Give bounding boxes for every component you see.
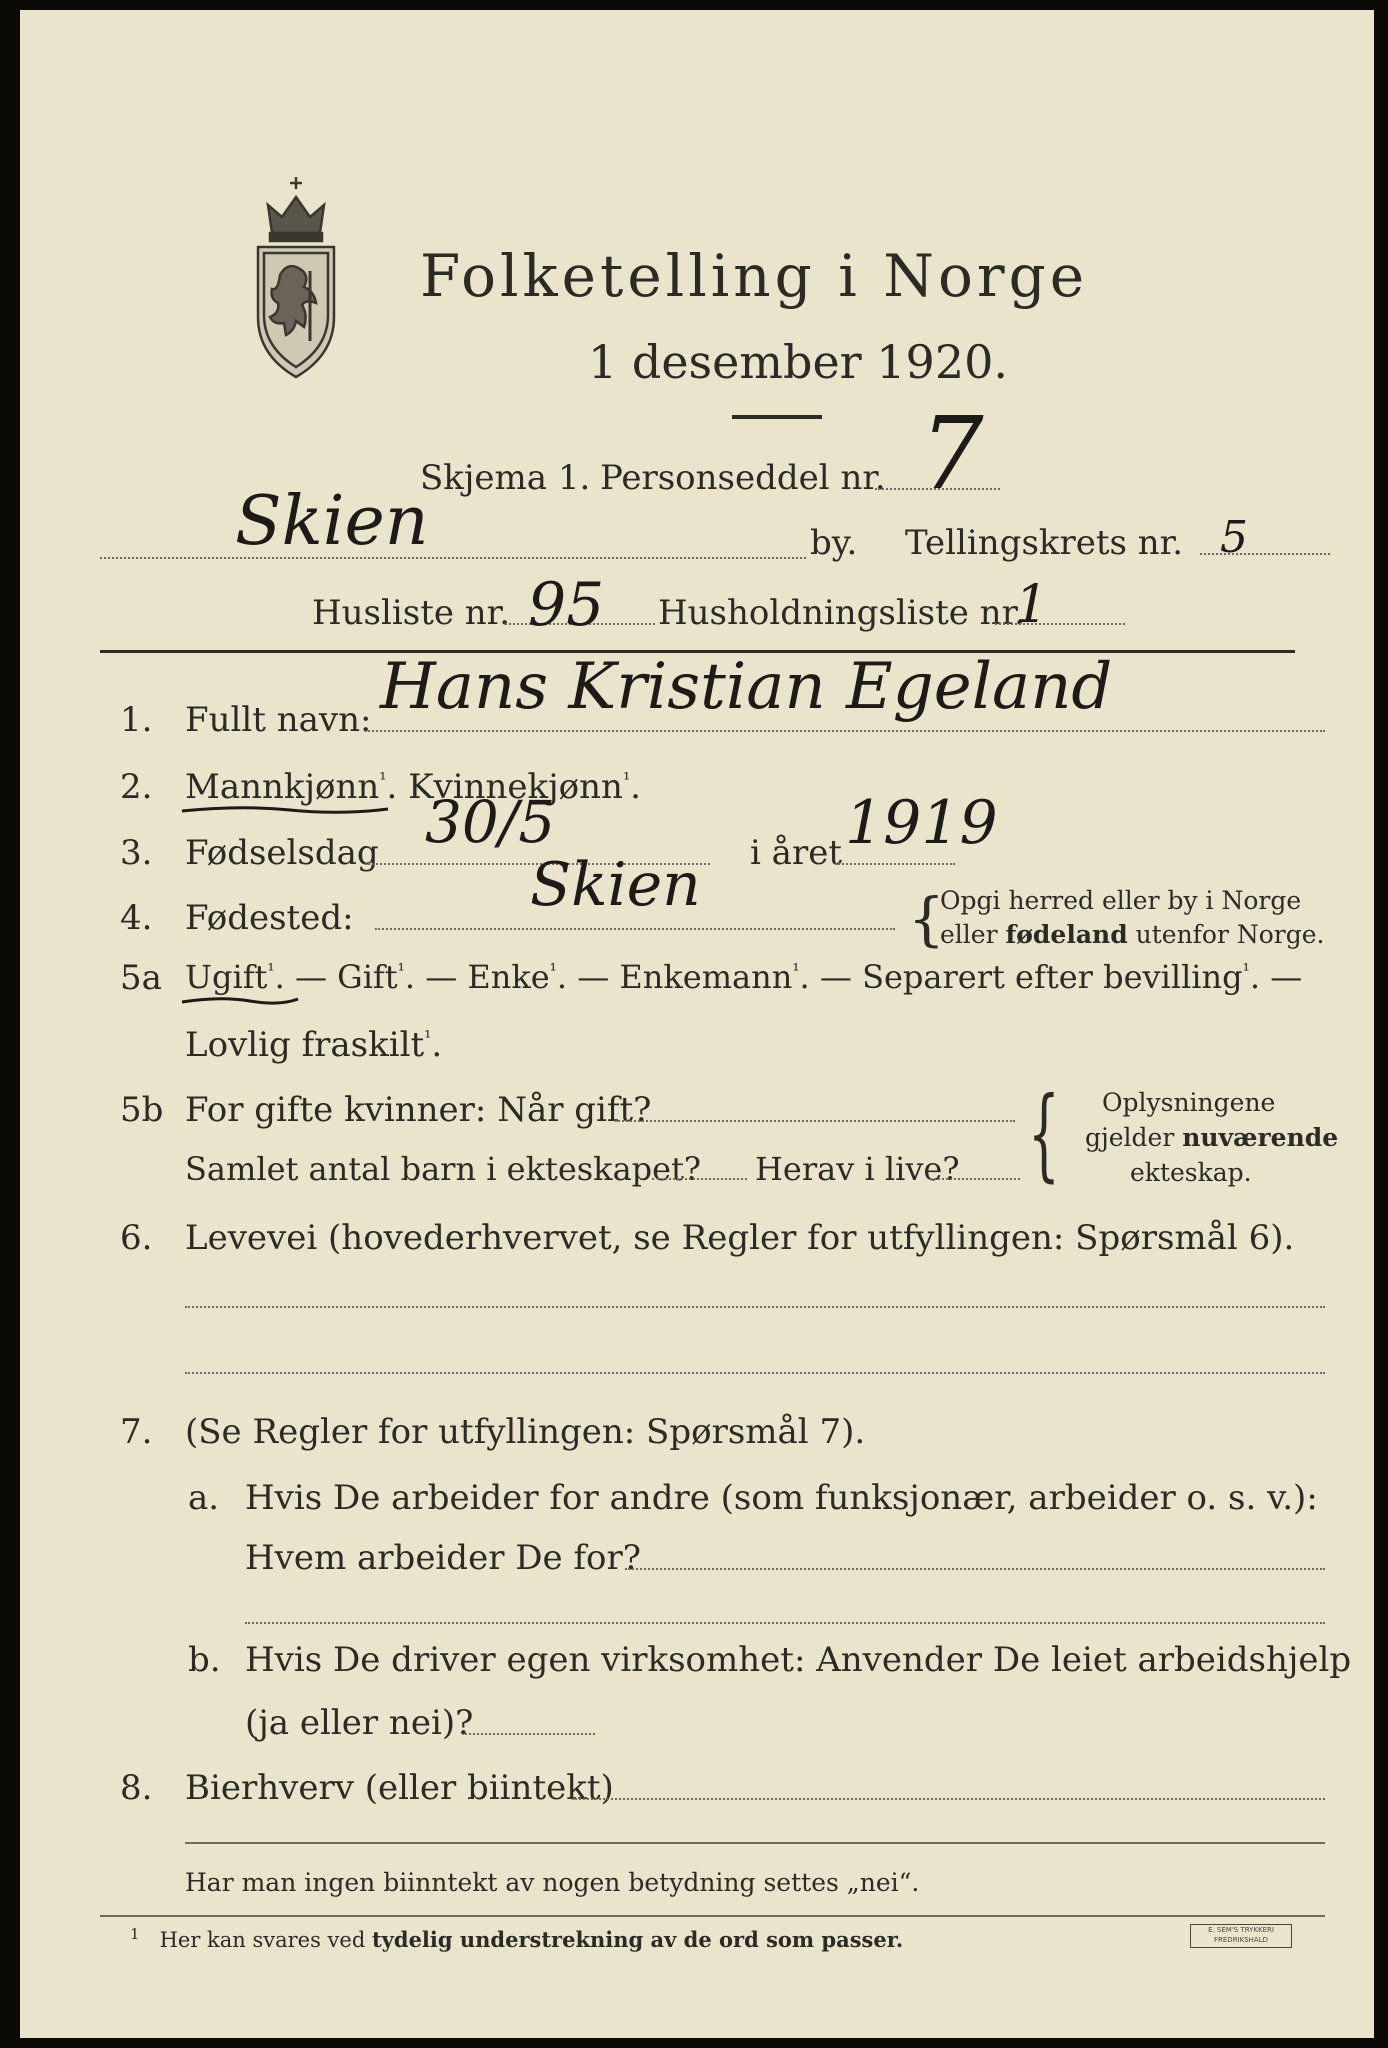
q5a-fraskilt-end: . — [431, 1025, 443, 1065]
q6-label: Levevei (hovederhvervet, se Regler for utfyllingen: Spørsmål 6). — [185, 1218, 1295, 1258]
q5a-option-0[interactable]: Ugift — [185, 958, 268, 996]
q8-label: Bierhverv (eller biintekt) — [185, 1768, 614, 1808]
footnote-pre: Her kan svares ved — [159, 1928, 366, 1952]
q3-number: 3. — [120, 833, 153, 873]
q7-number: 7. — [120, 1412, 153, 1452]
form-title: Folketelling i Norge — [420, 242, 1089, 310]
q5b-children-label: Samlet antal barn i ekteskapet? — [185, 1150, 702, 1188]
q5b-line1: For gifte kvinner: Når gift? — [185, 1090, 652, 1130]
q5a-option-mark-1: ¹ — [397, 960, 405, 982]
footer-rule — [185, 1842, 1325, 1844]
q6-answer-dotline-2 — [185, 1372, 1325, 1374]
tellingskrets-value: 5 — [1220, 512, 1248, 563]
personseddel-label: Personseddel nr. — [600, 458, 886, 498]
q4-note-post: utenfor Norge. — [1135, 920, 1325, 949]
q1-full-name-value: Hans Kristian Egeland — [380, 650, 1113, 724]
personseddel-value: 7 — [920, 395, 984, 512]
printer-line1: E. SEM'S TRYKKERI — [1208, 1926, 1274, 1934]
q8-number: 8. — [120, 1768, 153, 1808]
q3-birthday-value: 30/5 — [425, 788, 556, 856]
q7b-line1: Hvis De driver egen virksomhet: Anvender De leiet arbeidshjelp — [245, 1640, 1352, 1680]
q5a-option-mark-3: ¹ — [792, 960, 800, 982]
q2-female-mark: ¹ — [622, 769, 631, 791]
q5a-option-1[interactable]: . — Gift — [274, 958, 398, 996]
q5b-note-line2 — [1085, 1123, 1338, 1152]
q4-note-line1: Opgi herred eller by i Norge — [940, 886, 1302, 915]
q7b-line2: (ja eller nei)? — [245, 1703, 474, 1743]
q7b-dotline — [465, 1733, 595, 1735]
q4-dotline — [375, 928, 895, 930]
census-form-page — [20, 10, 1374, 2038]
q5a-option-mark-0: ¹ — [267, 960, 275, 982]
title-rule — [732, 415, 822, 419]
q2-separator: . — [386, 767, 398, 807]
q2-female-option[interactable]: Kvinnekjønn — [408, 767, 623, 807]
q7a-number: a. — [188, 1478, 220, 1518]
q5b-married-dotline — [615, 1120, 1015, 1122]
q7b-number: b. — [188, 1640, 221, 1680]
by-label: by. — [810, 523, 858, 563]
q5b-alive-dotline — [930, 1178, 1020, 1180]
q4-brace: { — [908, 885, 945, 953]
q7-label: (Se Regler for utfyllingen: Spørsmål 7). — [185, 1412, 866, 1452]
printer-stamp — [1190, 1924, 1292, 1948]
q5a-option-2[interactable]: . — Enke — [404, 958, 550, 996]
q7a-dotline-1 — [625, 1568, 1325, 1570]
q5b-note-bold: nuværende — [1182, 1123, 1339, 1152]
q7a-line1: Hvis De arbeider for andre (som funksjonær, arbeider o. s. v.): — [245, 1478, 1318, 1518]
q5a-number: 5a — [120, 958, 162, 998]
q2-male-mark: ¹ — [379, 769, 387, 791]
q2-end: . — [630, 767, 641, 807]
q1-dotline — [365, 730, 1325, 732]
q5a-option-5[interactable]: . — — [1249, 958, 1303, 996]
q6-number: 6. — [120, 1218, 153, 1258]
q5b-alive-label: Herav i live? — [755, 1150, 960, 1188]
q4-birthplace-value: Skien — [530, 850, 701, 920]
q5b-note-line3: ekteskap. — [1130, 1158, 1252, 1187]
footnote-bold: tydelig understrekning av de ord som passer. — [371, 1927, 904, 1952]
q5a-ugift-underline — [180, 994, 300, 1008]
footnote — [130, 1925, 903, 1952]
q8-dotline — [572, 1798, 1325, 1800]
husholdningsliste-label: Husholdningsliste nr. — [658, 593, 1025, 633]
q5a-fraskilt-mark: ¹ — [424, 1027, 432, 1049]
q5a-fraskilt-option[interactable]: Lovlig fraskilt — [185, 1025, 425, 1065]
q6-answer-dotline-1 — [185, 1306, 1325, 1308]
q4-note-bold: fødeland — [1005, 920, 1128, 949]
husliste-label: Husliste nr. — [312, 593, 511, 633]
tellingskrets-label: Tellingskrets nr. — [905, 523, 1184, 563]
q7a-dotline-2 — [245, 1622, 1325, 1624]
q3-year-dotline — [835, 863, 955, 865]
q5a-marital-options — [185, 958, 1302, 996]
q2-number: 2. — [120, 767, 153, 807]
census-date: 1 desember 1920. — [588, 335, 1008, 389]
q1-label: Fullt navn: — [185, 700, 372, 740]
q7a-line2: Hvem arbeider De for? — [245, 1538, 641, 1578]
city-value: Skien — [235, 482, 429, 561]
q5a-option-mark-4: ¹ — [1242, 960, 1250, 982]
q3-year-value: 1919 — [845, 788, 998, 858]
q4-label: Fødested: — [185, 898, 354, 938]
q5a-line2 — [185, 1025, 442, 1065]
footnote-mark: 1 — [130, 1925, 140, 1943]
norwegian-coat-of-arms-icon — [250, 175, 342, 380]
q5a-option-mark-2: ¹ — [549, 960, 557, 982]
q5b-note-pre: gjelder — [1085, 1123, 1175, 1152]
q2-male-option[interactable]: Mannkjønn — [185, 767, 380, 807]
q5a-option-4[interactable]: . — Separert efter bevilling — [799, 958, 1243, 996]
q5b-note-line1: Oplysningene — [1102, 1088, 1276, 1117]
q4-number: 4. — [120, 898, 153, 938]
printer-line2: FREDRIKSHALD — [1213, 1936, 1268, 1944]
q4-note-pre: eller — [940, 920, 998, 949]
q1-number: 1. — [120, 700, 153, 740]
footnote-rule — [100, 1915, 1325, 1917]
q2-male-underline — [180, 803, 390, 817]
q5b-children-dotline — [652, 1178, 747, 1180]
husliste-value: 95 — [528, 570, 605, 640]
skjema-label: Skjema 1. — [420, 458, 591, 498]
q5b-brace: { — [1028, 1075, 1060, 1192]
city-dotline — [100, 557, 806, 559]
q3-label: Fødselsdag — [185, 833, 379, 873]
footer-note: Har man ingen biinntekt av nogen betydning settes „nei“. — [185, 1868, 920, 1897]
q2-gender-options — [185, 767, 641, 807]
q4-note-line2 — [940, 920, 1325, 949]
q3-year-label: i året — [750, 833, 842, 873]
q5b-number: 5b — [120, 1090, 164, 1130]
q5a-option-3[interactable]: . — Enkemann — [556, 958, 793, 996]
husholdningsliste-value: 1 — [1015, 575, 1049, 635]
